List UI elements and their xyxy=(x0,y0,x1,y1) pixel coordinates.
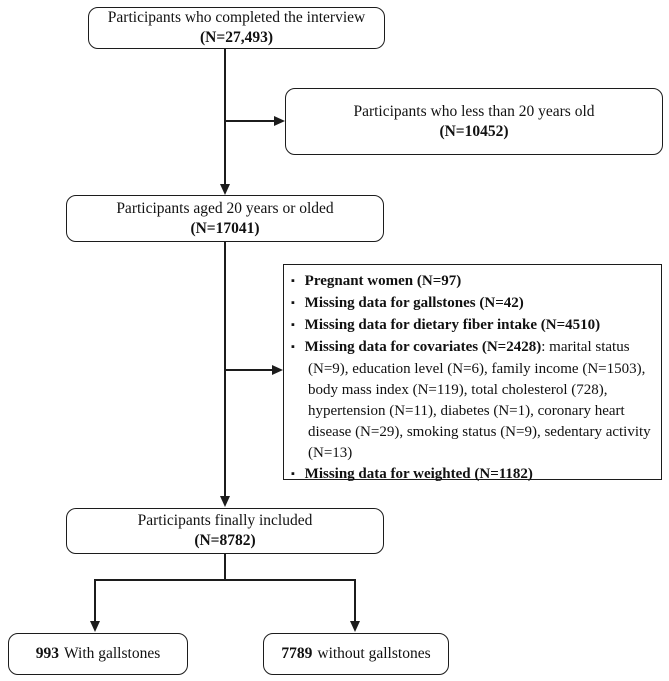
exclusion-item xyxy=(291,337,652,464)
arrowhead-down-icon xyxy=(350,621,360,632)
exclusion-item xyxy=(291,315,652,337)
square-bullet-icon: ▪ xyxy=(291,468,295,480)
connector-to-without-gallstones xyxy=(354,579,356,621)
exclusion-item-bold-text: Missing data for covariates (N=2428) xyxy=(304,339,542,355)
without-gallstones-count: 7789 xyxy=(281,645,313,662)
box-aged20 xyxy=(66,195,384,242)
exclusion-list xyxy=(291,271,652,486)
connector-final-stub xyxy=(224,554,226,580)
without-gallstones-label: without gallstones xyxy=(317,645,431,662)
arrowhead-down-icon xyxy=(90,621,100,632)
exclusion-item xyxy=(291,464,652,486)
box-finally-included-label: Participants finally included xyxy=(137,512,313,529)
box-completed-interview-count: (N=27,493) xyxy=(200,29,273,46)
arrowhead-right-icon xyxy=(274,116,285,126)
connector-top-to-aged20 xyxy=(224,49,226,184)
square-bullet-icon: ▪ xyxy=(291,319,295,331)
exclusion-item-bold-text: Pregnant women (N=97) xyxy=(304,273,462,289)
box-without-gallstones xyxy=(263,633,449,675)
arrowhead-down-icon xyxy=(220,496,230,507)
box-with-gallstones xyxy=(8,633,188,675)
exclusion-item-bold-text: Missing data for gallstones (N=42) xyxy=(304,295,524,311)
box-age-excluded-count: (N=10452) xyxy=(439,122,509,140)
with-gallstones-count: 993 xyxy=(35,645,59,662)
square-bullet-icon: ▪ xyxy=(291,297,295,309)
square-bullet-icon: ▪ xyxy=(291,275,295,287)
box-finally-included xyxy=(66,508,384,554)
connector-branch-age-excluded xyxy=(225,120,274,122)
connector-to-with-gallstones xyxy=(94,579,96,621)
arrowhead-right-icon xyxy=(272,365,283,375)
box-aged20-count: (N=17041) xyxy=(190,219,260,237)
box-age-excluded xyxy=(285,88,663,155)
box-completed-interview-label: Participants who completed the interview xyxy=(107,9,366,26)
exclusion-item-bold-text: Missing data for dietary fiber intake (N=4510) xyxy=(304,317,601,333)
connector-branch-exclusions xyxy=(225,369,272,371)
box-age-excluded-label: Participants who less than 20 years old xyxy=(353,102,595,120)
exclusion-item-detail-text: : marital status (N=9), education level (N=6), family income (N=1503), body mass index (N=119), total cholesterol (728), hypertension (N=11), diabetes (N=1), coronary heart disease (N=29), smoking status (N=9), sedentary activity (N=13) xyxy=(308,339,651,461)
connector-split-horizontal xyxy=(94,579,356,581)
exclusion-item-bold-text: Missing data for weighted (N=1182) xyxy=(304,466,533,482)
box-exclusion-criteria xyxy=(283,264,662,480)
box-finally-included-count: (N=8782) xyxy=(194,532,256,549)
arrowhead-down-icon xyxy=(220,184,230,195)
square-bullet-icon: ▪ xyxy=(291,341,295,353)
box-aged20-label: Participants aged 20 years or olded xyxy=(116,199,334,217)
exclusion-item xyxy=(291,293,652,315)
box-completed-interview xyxy=(88,7,385,49)
exclusion-item xyxy=(291,271,652,293)
with-gallstones-label: With gallstones xyxy=(64,645,161,662)
